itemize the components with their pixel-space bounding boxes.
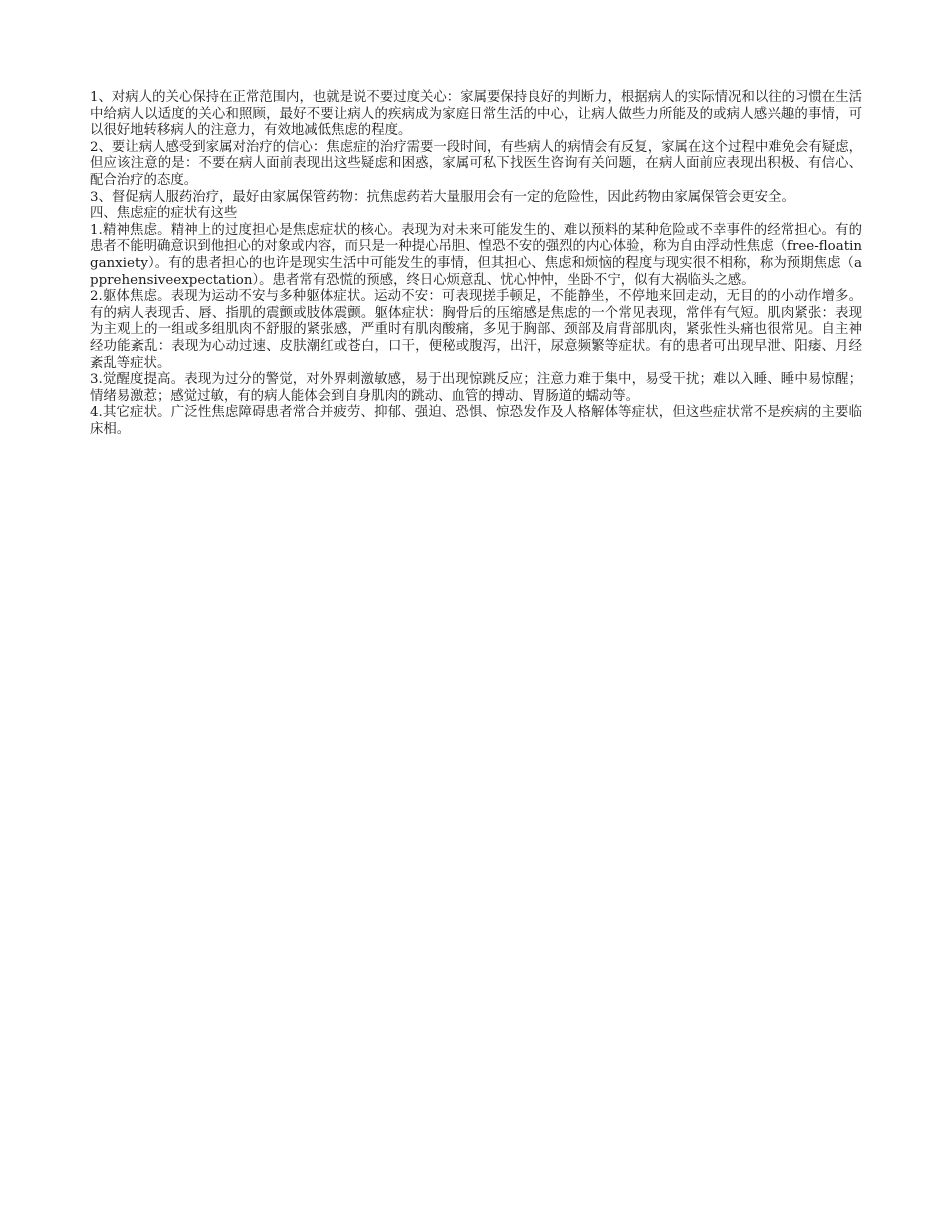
paragraph-arousal: 3.觉醒度提高。表现为过分的警觉，对外界刺激敏感，易于出现惊跳反应；注意力难于集中，易受干扰；难以入睡、睡中易惊醒；情绪易激惹；感觉过敏，有的病人能体会到自身肌肉的跳动、血管的搏动、胃肠道的蠕动等。 <box>90 372 862 404</box>
paragraph-somatic-anxiety: 2.躯体焦虑。表现为运动不安与多种躯体症状。运动不安：可表现搓手顿足，不能静坐，不停地来回走动，无目的的小动作增多。有的病人表现舌、唇、指肌的震颤或肢体震颤。躯体症状：胸骨后的压缩感是焦虑的一个常见表现，常伴有气短。肌肉紧张：表现为主观上的一组或多组肌肉不舒服的紧张感，严重时有肌肉酸痛，多见于胸部、颈部及肩背部肌肉，紧张性头痛也很常见。自主神经功能紊乱：表现为心动过速、皮肤潮红或苍白，口干，便秘或腹泻，出汗，尿意频繁等症状。有的患者可出现早泄、阳痿、月经紊乱等症状。 <box>90 289 862 371</box>
section-heading-symptoms: 四、焦虑症的症状有这些 <box>90 206 238 222</box>
paragraph-mental-anxiety: 1.精神焦虑。精神上的过度担心是焦虑症状的核心。表现为对未来可能发生的、难以预料的某种危险或不幸事件的经常担心。有的患者不能明确意识到他担心的对象或内容，而只是一种提心吊胆、惶恐不安的强烈的内心体验，称为自由浮动性焦虑（free-floatinganxiety）。有的患者担心的也许是现实生活中可能发生的事情，但其担心、焦虑和烦恼的程度与现实很不相称，称为预期焦虑（apprehensiveexpectation）。患者常有恐慌的预感，终日心烦意乱、忧心忡忡，坐卧不宁，似有大祸临头之感。 <box>90 222 862 288</box>
paragraph-other-symptoms: 4.其它症状。广泛性焦虑障碍患者常合并疲劳、抑郁、强迫、恐惧、惊恐发作及人格解体等症状，但这些症状常不是疾病的主要临床相。 <box>90 405 862 437</box>
paragraph-care-normal-range: 1、对病人的关心保持在正常范围内，也就是说不要过度关心：家属要保持良好的判断力，根据病人的实际情况和以往的习惯在生活中给病人以适度的关心和照顾，最好不要让病人的疾病成为家庭日常生活的中心，让病人做些力所能及的或病人感兴趣的事情，可以很好地转移病人的注意力，有效地减低焦虑的程度。 <box>90 90 862 139</box>
document-body <box>90 90 862 438</box>
paragraph-treatment-confidence: 2、要让病人感受到家属对治疗的信心：焦虑症的治疗需要一段时间，有些病人的病情会有反复，家属在这个过程中难免会有疑虑，但应该注意的是：不要在病人面前表现出这些疑虑和困惑，家属可私下找医生咨询有关问题，在病人面前应表现出积极、有信心、配合治疗的态度。 <box>90 139 862 188</box>
paragraph-medication-supervision: 3、督促病人服药治疗，最好由家属保管药物：抗焦虑药若大量服用会有一定的危险性，因此药物由家属保管会更安全。 <box>90 189 795 205</box>
